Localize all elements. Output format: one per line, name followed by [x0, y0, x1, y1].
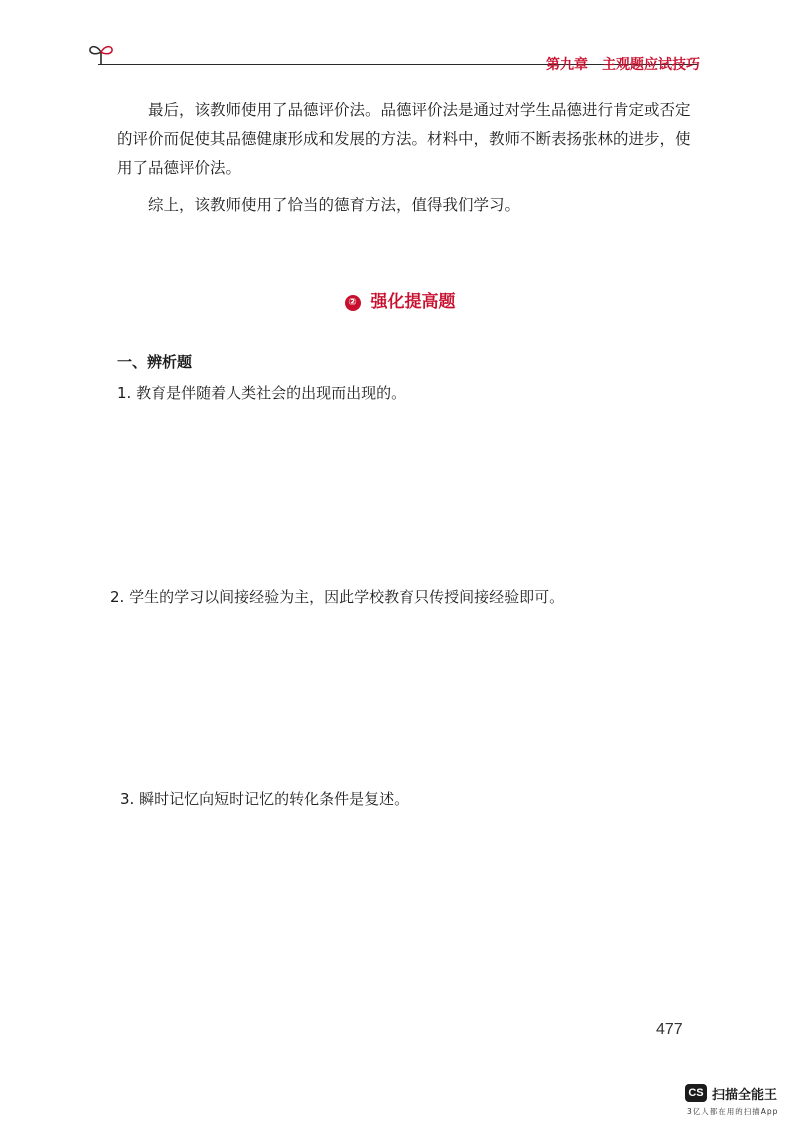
- paragraph-text: 最后，该教师使用了品德评价法。品德评价法是通过对学生品德进行肯定或否定的评价而促使其品德健康形成和发展的方法。材料中，教师不断表扬张林的进步，使用了品德评价法。: [117, 101, 691, 177]
- chapter-title: 主观题应试技巧: [602, 57, 700, 73]
- paragraph-text: 综上，该教师使用了恰当的德育方法，值得我们学习。: [148, 196, 521, 214]
- watermark-title: 扫描全能王: [712, 1088, 778, 1103]
- question-group-heading: 一、辨析题: [117, 353, 193, 371]
- section-title-text: 强化提高题: [370, 292, 456, 312]
- paragraph-evaluation-method: [117, 96, 702, 183]
- sprout-icon: [86, 40, 116, 66]
- chapter-header: [546, 54, 700, 74]
- scanner-logo-icon: CS: [685, 1084, 707, 1102]
- page-number: 477: [656, 1021, 683, 1038]
- section-title: [0, 287, 800, 312]
- header-rule: [98, 64, 538, 65]
- watermark-subtitle: 3亿人都在用的扫描App: [687, 1107, 779, 1116]
- question-2: 2. 学生的学习以间接经验为主，因此学校教育只传授间接经验即可。: [110, 588, 565, 606]
- chapter-label: 第九章: [546, 57, 588, 73]
- section-badge: ②: [345, 295, 361, 311]
- question-3: 3. 瞬时记忆向短时记忆的转化条件是复述。: [120, 790, 410, 808]
- paragraph-conclusion: [117, 191, 702, 220]
- question-1: 1. 教育是伴随着人类社会的出现而出现的。: [117, 384, 407, 402]
